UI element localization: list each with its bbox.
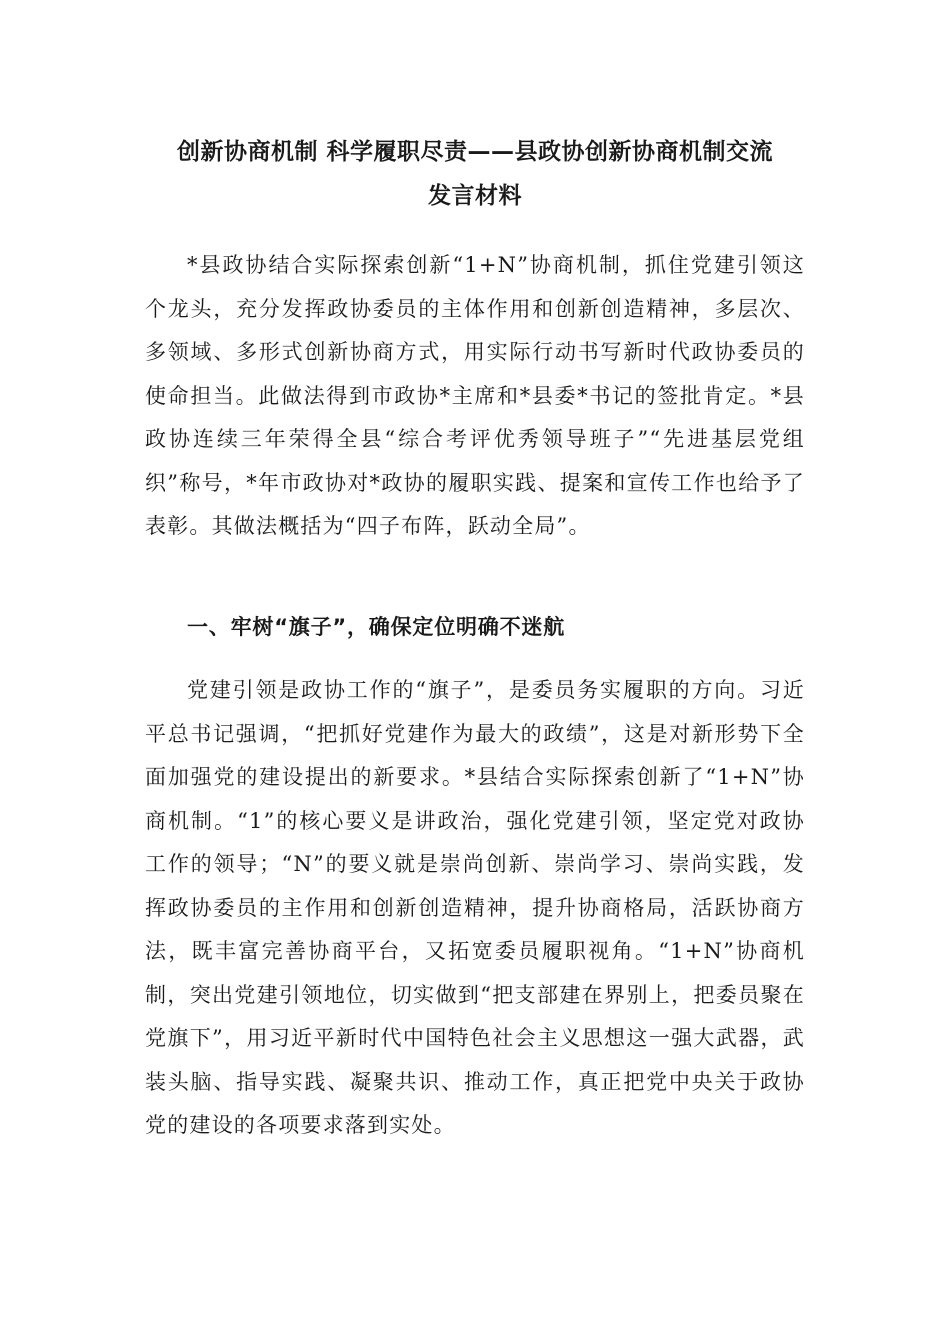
section-heading-1: 一、牢树“旗子”，确保定位明确不迷航 xyxy=(187,615,566,639)
document-title xyxy=(145,130,805,218)
section-1-paragraph: 党建引领是政协工作的“旗子”，是委员务实履职的方向。习近平总书记强调，“把抓好党建作为最大的政绩”，这是对新形势下全面加强党的建设提出的新要求。*县结合实际探索创新了“1+N”协商机制。“1”的核心要义是讲政治，强化党建引领，坚定党对政协工作的领导；“N”的要义就是崇尚创新、崇尚学习、崇尚实践，发挥政协委员的主作用和创新创造精神，提升协商格局，活跃协商方法，既丰富完善协商平台，又拓宽委员履职视角。“1+N”协商机制，突出党建引领地位，切实做到“把支部建在界别上，把委员聚在党旗下”，用习近平新时代中国特色社会主义思想这一强大武器，武装头脑、指导实践、凝聚共识、推动工作，真正把党中央关于政协党的建设的各项要求落到实处。 xyxy=(145,678,805,1137)
title-line-2: 发言材料 xyxy=(428,183,522,209)
title-line-1: 创新协商机制 科学履职尽责——县政协创新协商机制交流 xyxy=(176,139,773,165)
intro-paragraph: *县政协结合实际探索创新“1+N”协商机制，抓住党建引领这个龙头，充分发挥政协委员的主体作用和创新创造精神，多层次、多领域、多形式创新协商方式，用实际行动书写新时代政协委员的使命担当。此做法得到市政协*主席和*县委*书记的签批肯定。*县政协连续三年荣得全县“综合考评优秀领导班子”“先进基层党组织”称号，*年市政协对*政协的履职实践、提案和宣传工作也给予了表彰。其做法概括为“四子布阵，跃动全局”。 xyxy=(145,253,805,538)
